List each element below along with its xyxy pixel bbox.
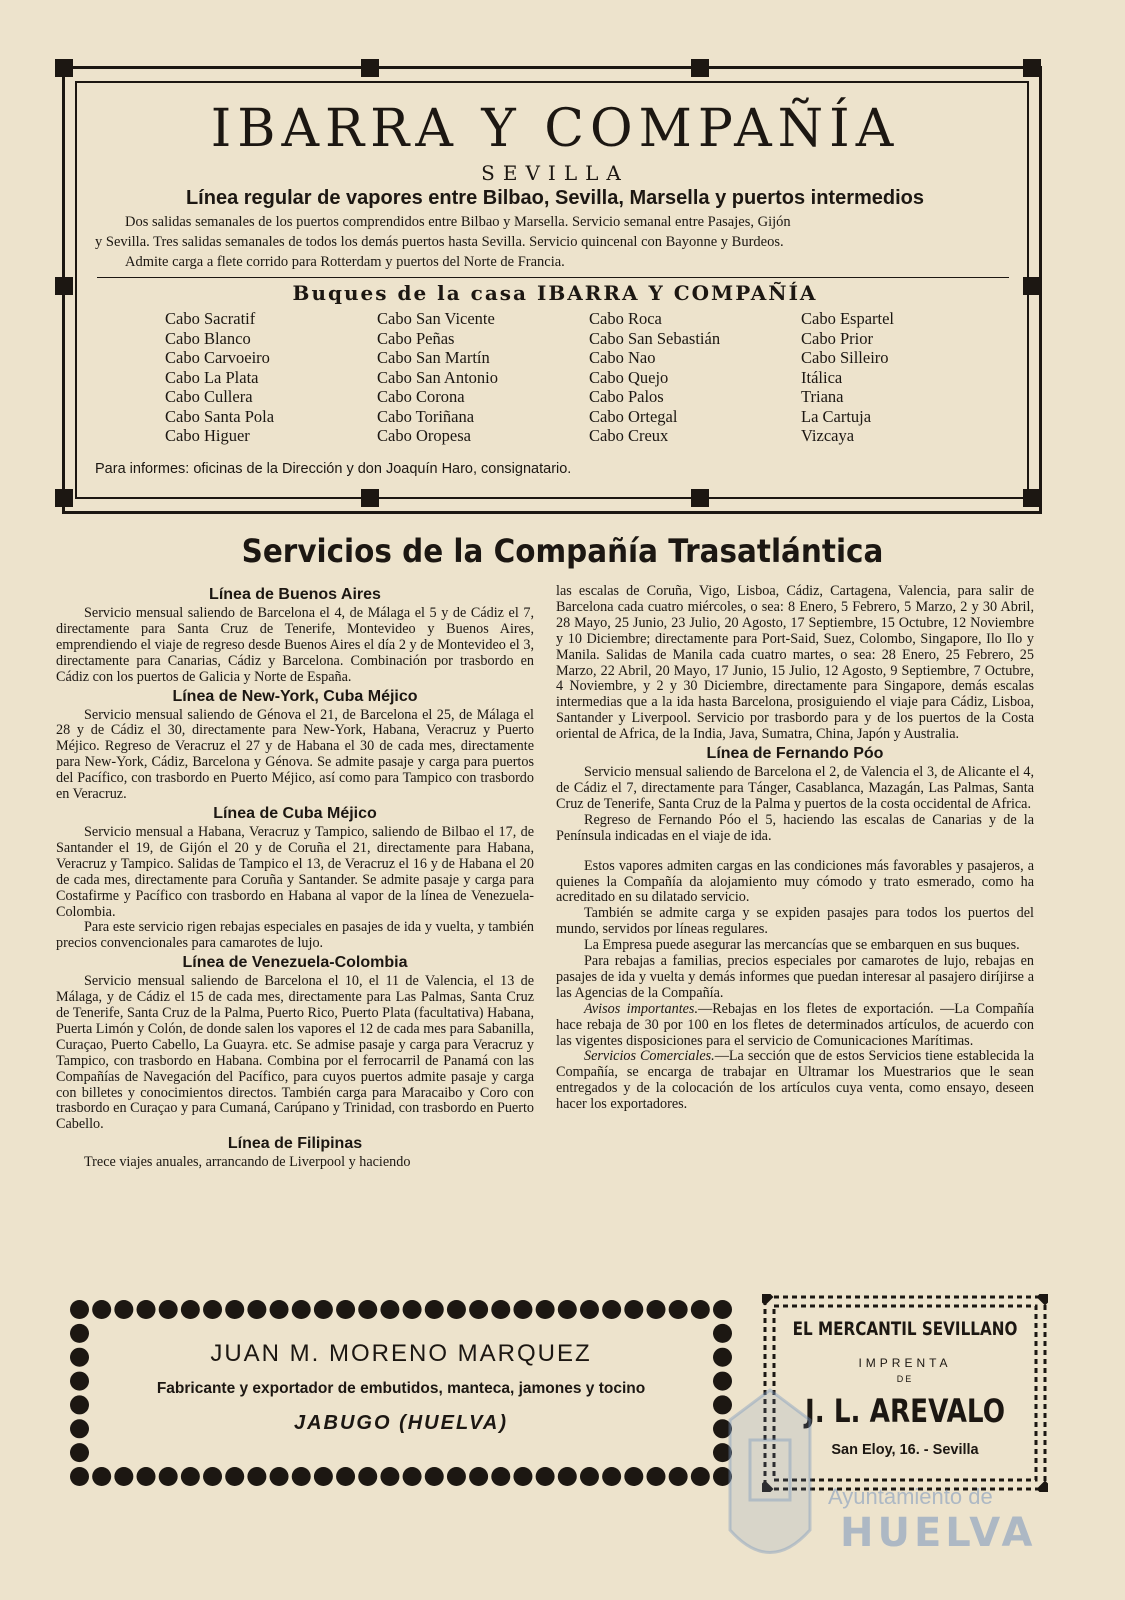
section-paragraph: Regreso de Fernando Póo el 5, haciendo las escalas de Canarias y de la Península indicadas en el viaje de ida. <box>556 811 1034 844</box>
section-paragraph: Para rebajas a familias, precios especiales por camarotes de lujo, rebajas en pasajes de ida y vuelta y demás informes que puedan interesar al pasajero diríjirse a las Agencias de la Compañía. <box>556 953 1034 1001</box>
section-paragraph: Servicio mensual saliendo de Barcelona el 2, de Valencia el 3, de Alicante el 4, de Cádiz el 7, directamente para Tánger, Casablanca, Mazagán, Las Palmas, Santa Cruz de Tenerife, Santa Cruz de la Palma y puertos de la costa occidental de Africa. <box>556 764 1034 812</box>
corner-diamond <box>1037 1294 1048 1305</box>
advertiser-subtitle: Fabricante y exportador de embutidos, manteca, jamones y tocino <box>156 1380 646 1397</box>
border-dot <box>336 1467 355 1486</box>
fleet-column <box>377 309 587 446</box>
border-dot <box>447 1300 466 1319</box>
border-dot <box>536 1467 555 1486</box>
fleet-heading: Buques de la casa IBARRA Y COMPAÑÍA <box>292 281 818 305</box>
border-dot <box>691 1300 710 1319</box>
contact-info: Para informes: oficinas de la Dirección y don Joaquín Haro, consignatario. <box>95 461 572 477</box>
border-square-ornament <box>691 59 709 77</box>
border-square-ornament <box>691 489 709 507</box>
ship-name: Cabo Palos <box>589 387 664 406</box>
watermark-line2: HUELVA <box>840 1510 1037 1556</box>
fleet-column <box>165 309 375 446</box>
ship-name: Cabo Roca <box>589 309 662 328</box>
mercantil-imprenta: IMPRENTA <box>858 1356 952 1370</box>
border-dot <box>181 1300 200 1319</box>
section-paragraph: Trece viajes anuales, arrancando de Liverpool y haciendo <box>84 1154 411 1171</box>
ship-name: Cabo Cullera <box>165 387 253 406</box>
avisos-text: —Rebajas en los fletes de exportación. —La Compañía hace rebaja de 30 por 100 en los fletes de determinados artículos, de acuerdo con las vigentes disposiciones para el servicio de Comunicaciones Marítimas. <box>556 1000 1034 1049</box>
section-paragraph: las escalas de Coruña, Vigo, Lisboa, Cádiz, Cartagena, Valencia, para salir de Barcelona cada cuatro miércoles, o sea: 8 Enero, 5 Febrero, 5 Marzo, 2 y 30 Abril, 28 Mayo, 25 Junio, 23 Julio, 20 Agosto, 17 Septiembre, 15 Octubre, 12 Noviembre y 10 Diciembre; directamente para Port-Said, Suez, Colombo, Singapore, Ilo Ilo y Manila. Salidas de Manila cada cuatro martes, o sea: 28 Enero, 25 Febrero, 25 Marzo, 22 Abril, 20 Mayo, 17 Junio, 15 Julio, 12 Agosto, 9 Septiembre, 7 Octubre, 4 Noviembre, y 2 y 30 Diciembre, directamente para Singapore, demás escalas intermedias que a la ida hasta Barcelona, prosiguiendo el viaje para Cádiz, Lisboa, Santander y Liverpool. Servicio por trasbordo para y de los puertos de la Costa oriental de Africa, de la India, Java, Sumatra, China, Japón y Australia. <box>556 583 1034 743</box>
ship-name: Cabo Santa Pola <box>165 406 275 426</box>
company-city: SEVILLA <box>481 161 629 185</box>
ship-name: Cabo Peñas <box>377 328 455 348</box>
ship-name: Itálica <box>801 367 843 387</box>
border-dot <box>602 1300 621 1319</box>
ship-name: Cabo Carvoeiro <box>165 348 270 367</box>
border-dot <box>558 1467 577 1486</box>
border-dot <box>114 1300 133 1319</box>
fleet-column <box>589 309 799 446</box>
border-dot <box>447 1467 466 1486</box>
border-dot <box>403 1300 422 1319</box>
border-dot <box>203 1300 222 1319</box>
border-dot <box>70 1300 89 1319</box>
border-dot <box>137 1300 156 1319</box>
border-dot <box>314 1467 333 1486</box>
divider <box>97 277 1009 278</box>
ship-name: Cabo Toriñana <box>377 406 475 426</box>
corner-diamond <box>762 1294 773 1305</box>
right-column <box>556 584 1034 1113</box>
mercantil-de: DE <box>896 1374 914 1384</box>
ship-name: Cabo Silleiro <box>801 348 889 367</box>
border-dot <box>491 1467 510 1486</box>
archive-watermark <box>720 1380 1060 1590</box>
border-dot <box>713 1300 732 1319</box>
border-dot <box>159 1467 178 1486</box>
border-dot <box>491 1300 510 1319</box>
ship-name: Cabo Quejo <box>589 367 669 387</box>
border-dot <box>425 1467 444 1486</box>
border-dot <box>646 1467 665 1486</box>
border-dot <box>469 1467 488 1486</box>
section-paragraph: Para este servicio rigen rebajas especiales en pasajes de ida y vuelta, y también precios convencionales para camarotes de lujo. <box>56 919 534 952</box>
border-square-ornament <box>361 489 379 507</box>
corner-square-ornament <box>1023 59 1041 77</box>
border-dot <box>336 1300 355 1319</box>
border-dot <box>270 1300 289 1319</box>
advertiser-place: JABUGO (HUELVA) <box>293 1412 509 1434</box>
mercantil-address: San Eloy, 16. - Sevilla <box>831 1442 979 1458</box>
ship-name: Cabo Oropesa <box>377 426 471 445</box>
ship-name: Cabo Prior <box>801 328 873 348</box>
section-heading: Línea de Filipinas <box>227 1135 363 1153</box>
border-dot <box>247 1300 266 1319</box>
ship-name: Cabo San Sebastián <box>589 328 721 348</box>
section-heading: Línea de Venezuela-Colombia <box>182 954 408 972</box>
border-dot <box>137 1467 156 1486</box>
border-dot <box>580 1300 599 1319</box>
ship-name: Vizcaya <box>801 426 855 445</box>
ship-name: Cabo Ortegal <box>589 406 678 426</box>
border-dot <box>558 1300 577 1319</box>
route-headline: Línea regular de vapores entre Bilbao, Sevilla, Marsella y puertos intermedios <box>185 187 925 209</box>
crest-icon <box>720 1380 820 1580</box>
corner-square-ornament <box>55 489 73 507</box>
ship-name: Cabo San Vicente <box>377 309 495 328</box>
border-dot <box>92 1300 111 1319</box>
servicios-label: Servicios Comerciales. <box>584 1048 715 1065</box>
servicios-text: —La sección que de estos Servicios tiene establecida la Compañía, se encarga de trabajar en Ultramar los Muestrarios que le sean entregados y de la colocación de los artículos cuya venta, como ensayo, deseen hacer los exportadores. <box>556 1048 1034 1113</box>
border-dot <box>203 1467 222 1486</box>
border-dot <box>624 1300 643 1319</box>
border-dot <box>669 1467 688 1486</box>
description-line: y Sevilla. Tres salidas semanales de todos los demás puertos hasta Sevilla. Servicio quincenal con Bayonne y Burdeos. <box>95 234 784 250</box>
border-dot <box>70 1443 89 1462</box>
watermark-line1: Ayuntamiento de <box>828 1484 993 1509</box>
moreno-advertisement <box>70 1300 732 1486</box>
left-column <box>56 584 534 1171</box>
section-paragraph: También se admite carga y se expiden pasajes para todos los puertos del mundo, servidos por líneas regulares. <box>556 905 1034 938</box>
avisos-label: Avisos importantes. <box>584 1000 698 1017</box>
ship-name: La Cartuja <box>801 406 872 426</box>
advertiser-name: JUAN M. MORENO MARQUEZ <box>210 1340 592 1367</box>
border-dot <box>358 1467 377 1486</box>
avisos-paragraph <box>556 1002 1034 1050</box>
section-paragraph: Servicio mensual saliendo de Barcelona el 10, el 11 de Valencia, el 13 de Málaga, y de Cádiz el 15 de cada mes, directamente para Las Palmas, Santa Cruz de Tenerife, Santa Cruz de la Palma, Puerto Rico, Puerto Plata (facultativa) Habana, Puerta Limón y Colón, de donde salen los vapores el 12 de cada mes para Sabanilla, Curaçao, Puerto Cabello, La Guayra. etc. Se admise pasaje y carga para Veracruz y Tampico, con trasbordo en Habana. Combina por el ferrocarril de Panamá con las Compañías de Navegación del Pacífico, para cuyos puertos admite pasaje y carga con billetes y conocimientos directos. También carga para Maracaibo y Coro con trasbordo en Curaçao y para Cumaná, Carúpano y Trinidad, con trasbordo en Puerto Cabello. <box>56 973 534 1133</box>
service-description <box>95 212 1025 272</box>
border-dot <box>225 1300 244 1319</box>
mercantil-owner: J. L. AREVALO <box>804 1392 1006 1430</box>
ship-name: Cabo Espartel <box>801 309 895 328</box>
border-dot <box>624 1467 643 1486</box>
ship-name: Cabo La Plata <box>165 367 259 387</box>
border-square-ornament <box>361 59 379 77</box>
servicios-paragraph <box>556 1049 1034 1113</box>
section-heading: Línea de Cuba Méjico <box>213 804 377 822</box>
section-paragraph: Servicio mensual saliendo de Barcelona el 4, de Málaga el 5 y de Cádiz el 7, directamente para Santa Cruz de Tenerife, Montevideo y Buenos Aires, emprendiendo el viaje de regreso desde Buenos Aires el día 2 y de Montevideo el 3, directamente para Canarias, Cádiz y Barcelona. Combinación por trasbordo en Cádiz con los puertos de Galicia y Norte de España. <box>56 605 534 685</box>
company-title: IBARRA Y COMPAÑÍA <box>210 99 900 159</box>
ship-name: Cabo San Antonio <box>377 367 499 387</box>
border-dot <box>403 1467 422 1486</box>
border-dot <box>513 1467 532 1486</box>
border-dot <box>70 1467 89 1486</box>
section-heading: Línea de New-York, Cuba Méjico <box>172 687 418 705</box>
border-dot <box>114 1467 133 1486</box>
border-dot <box>580 1467 599 1486</box>
ship-name: Cabo Higuer <box>165 426 250 445</box>
section-paragraph: Servicio mensual a Habana, Veracruz y Tampico, saliendo de Bilbao el 17, de Santander el 19, de Gijón el 20 y de Coruña el 21, directamente para Habana, Veracruz y Tampico. Salidas de Tampico el 13, de Veracruz el 16 y de Habana el 20 de cada mes, directamente para Coruña y Santander. Se admite pasaje y carga para Costafirme y Pacífico con trasbordo en Habana al vapor de la línea de Venezuela-Colombia. <box>56 823 534 920</box>
border-dot <box>314 1300 333 1319</box>
border-dot <box>92 1467 111 1486</box>
border-dot <box>646 1300 665 1319</box>
description-line: Dos salidas semanales de los puertos comprendidos entre Bilbao y Marsella. Servicio semanal entre Pasajes, Gijón <box>125 214 791 230</box>
trasatlantica-title: Servicios de la Compañía Trasatlántica <box>241 532 884 570</box>
section-paragraph: La Empresa puede asegurar las mercancías que se embarquen en sus buques. <box>584 937 1020 954</box>
border-dot <box>513 1300 532 1319</box>
border-dot <box>691 1467 710 1486</box>
border-dot <box>358 1300 377 1319</box>
ibarra-advertisement <box>62 66 1042 514</box>
ship-name: Cabo San Martín <box>377 348 490 367</box>
border-dot <box>292 1467 311 1486</box>
ship-name: Triana <box>801 387 844 406</box>
border-dot <box>380 1467 399 1486</box>
border-dot <box>225 1467 244 1486</box>
corner-square-ornament <box>55 59 73 77</box>
fleet-column <box>801 309 1011 446</box>
corner-square-ornament <box>1023 489 1041 507</box>
border-dot <box>247 1467 266 1486</box>
ship-name: Cabo Sacratif <box>165 309 256 328</box>
border-dot <box>469 1300 488 1319</box>
border-dot <box>425 1300 444 1319</box>
ship-name: Cabo Corona <box>377 387 465 406</box>
border-dot <box>292 1300 311 1319</box>
section-heading: Línea de Fernando Póo <box>706 745 884 763</box>
ship-name: Cabo Creux <box>589 426 669 445</box>
border-dot <box>159 1300 178 1319</box>
ship-name: Cabo Blanco <box>165 328 251 348</box>
section-paragraph: Estos vapores admiten cargas en las condiciones más favorables y pasajeros, a quienes la Compañía da alojamiento muy cómodo y trato esmerado, como ha acreditado en su dilatado servicio. <box>556 857 1034 906</box>
description-line: Admite carga a flete corrido para Rotterdam y puertos del Norte de Francia. <box>125 254 565 270</box>
border-dot <box>536 1300 555 1319</box>
mercantil-name: EL MERCANTIL SEVILLANO <box>792 1318 1018 1340</box>
ship-name: Cabo Nao <box>589 348 656 367</box>
border-dot <box>602 1467 621 1486</box>
border-dot <box>270 1467 289 1486</box>
border-dot <box>181 1467 200 1486</box>
section-paragraph: Servicio mensual saliendo de Génova el 21, de Barcelona el 25, de Málaga el 28 y de Cádiz el 30, directamente para New-York, Habana, Veracruz y Puerto Méjico. Regreso de Veracruz el 27 y de Habana el 30 de cada mes, directamente para New-York, Cádiz, Barcelona y Génova. Se admite pasaje y carga para puertos del Pacífico, con trasbordo en Puerto Méjico, así como para Tampico con trasbordo en Veracruz. <box>56 706 534 803</box>
section-heading: Línea de Buenos Aires <box>209 586 381 603</box>
border-dot <box>380 1300 399 1319</box>
border-dot <box>669 1300 688 1319</box>
